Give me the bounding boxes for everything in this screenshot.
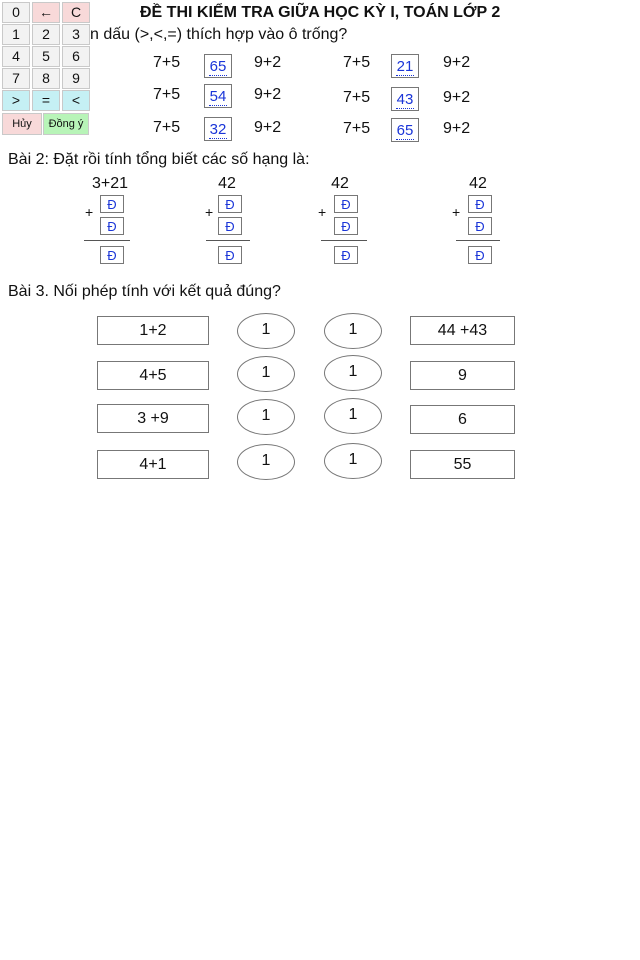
connector-oval[interactable]: 1 [237, 313, 295, 349]
bai1-right-expr: 9+2 [254, 54, 282, 71]
key-4[interactable]: 4 [2, 46, 30, 67]
bai2-title: Bài 2: Đặt rồi tính tổng biết các số hạng là: [8, 151, 310, 168]
bai2-top-number: 42 [469, 175, 487, 192]
bai1-right-expr: 9+2 [254, 86, 282, 103]
bai1-left-expr: 7+5 [343, 120, 371, 137]
digit-box[interactable]: Đ [334, 195, 358, 213]
bai2-top-number: 3+21 [91, 175, 129, 192]
digit-box[interactable]: Đ [218, 195, 242, 213]
plus-sign: + [452, 204, 461, 220]
result-box[interactable]: 44 +43 [410, 316, 515, 345]
bai1-right-expr: 9+2 [443, 89, 471, 106]
plus-sign: + [85, 204, 94, 220]
digit-box[interactable]: Đ [218, 246, 242, 264]
key-1[interactable]: 1 [2, 24, 30, 45]
result-box[interactable]: 55 [410, 450, 515, 479]
bai3-title: Bài 3. Nối phép tính với kết quả đúng? [8, 283, 281, 300]
digit-box[interactable]: Đ [100, 246, 124, 264]
connector-oval[interactable]: 1 [237, 356, 295, 392]
sum-line [456, 240, 500, 241]
greater-than-key[interactable]: > [2, 90, 30, 111]
connector-oval[interactable]: 1 [237, 399, 295, 435]
plus-sign: + [318, 204, 327, 220]
connector-oval[interactable]: 1 [237, 444, 295, 480]
bai1-answer-value: 65 [209, 58, 227, 75]
equals-key[interactable]: = [32, 90, 60, 111]
digit-box[interactable]: Đ [100, 217, 124, 235]
key-3[interactable]: 3 [62, 24, 90, 45]
connector-oval[interactable]: 1 [324, 313, 382, 349]
key-7[interactable]: 7 [2, 68, 30, 89]
bai1-answer-value: 54 [209, 88, 227, 105]
clear-key[interactable]: C [62, 2, 90, 23]
bai1-answer-value: 21 [396, 58, 414, 75]
connector-oval[interactable]: 1 [324, 443, 382, 479]
key-5[interactable]: 5 [32, 46, 60, 67]
bai1-answer-box[interactable] [204, 54, 232, 78]
bai1-answer-value: 65 [396, 122, 414, 139]
bai1-answer-value: 43 [396, 91, 414, 108]
expression-box[interactable]: 4+5 [97, 361, 209, 390]
bai1-left-expr: 7+5 [153, 54, 181, 71]
bai1-left-expr: 7+5 [343, 89, 371, 106]
expression-box[interactable]: 4+1 [97, 450, 209, 479]
bai1-answer-value: 32 [209, 121, 227, 138]
bai1-answer-box[interactable] [204, 84, 232, 108]
bai1-left-expr: 7+5 [153, 86, 181, 103]
sum-line [206, 240, 250, 241]
bai1-question: n dấu (>,<,=) thích hợp vào ô trống? [90, 26, 348, 43]
bai1-left-expr: 7+5 [343, 54, 371, 71]
bai1-right-expr: 9+2 [254, 119, 282, 136]
cancel-button[interactable]: Hủy [2, 113, 42, 135]
digit-box[interactable]: Đ [468, 217, 492, 235]
bai2-top-number: 42 [218, 175, 236, 192]
connector-oval[interactable]: 1 [324, 398, 382, 434]
digit-box[interactable]: Đ [468, 246, 492, 264]
bai1-answer-box[interactable] [204, 117, 232, 141]
key-2[interactable]: 2 [32, 24, 60, 45]
confirm-button[interactable]: Đồng ý [43, 113, 89, 135]
bai1-answer-box[interactable] [391, 54, 419, 78]
digit-box[interactable]: Đ [218, 217, 242, 235]
plus-sign: + [205, 204, 214, 220]
sum-line [321, 240, 367, 241]
key-9[interactable]: 9 [62, 68, 90, 89]
bai1-answer-box[interactable] [391, 118, 419, 142]
digit-box[interactable]: Đ [334, 246, 358, 264]
less-than-key[interactable]: < [62, 90, 90, 111]
bai1-left-expr: 7+5 [153, 119, 181, 136]
expression-box[interactable]: 1+2 [97, 316, 209, 345]
bai2-top-number: 42 [331, 175, 349, 192]
result-box[interactable]: 6 [410, 405, 515, 434]
bai1-answer-box[interactable] [391, 87, 419, 111]
connector-oval[interactable]: 1 [324, 355, 382, 391]
digit-box[interactable]: Đ [468, 195, 492, 213]
digit-box[interactable]: Đ [334, 217, 358, 235]
expression-box[interactable]: 3 +9 [97, 404, 209, 433]
digit-box[interactable]: Đ [100, 195, 124, 213]
key-6[interactable]: 6 [62, 46, 90, 67]
bai1-right-expr: 9+2 [443, 120, 471, 137]
sum-line [84, 240, 130, 241]
backspace-key[interactable]: ← [32, 2, 60, 23]
page-title: ĐỀ THI KIỂM TRA GIỮA HỌC KỲ I, TOÁN LỚP 2 [140, 4, 501, 21]
result-box[interactable]: 9 [410, 361, 515, 390]
key-8[interactable]: 8 [32, 68, 60, 89]
bai1-right-expr: 9+2 [443, 54, 471, 71]
key-0[interactable]: 0 [2, 2, 30, 23]
